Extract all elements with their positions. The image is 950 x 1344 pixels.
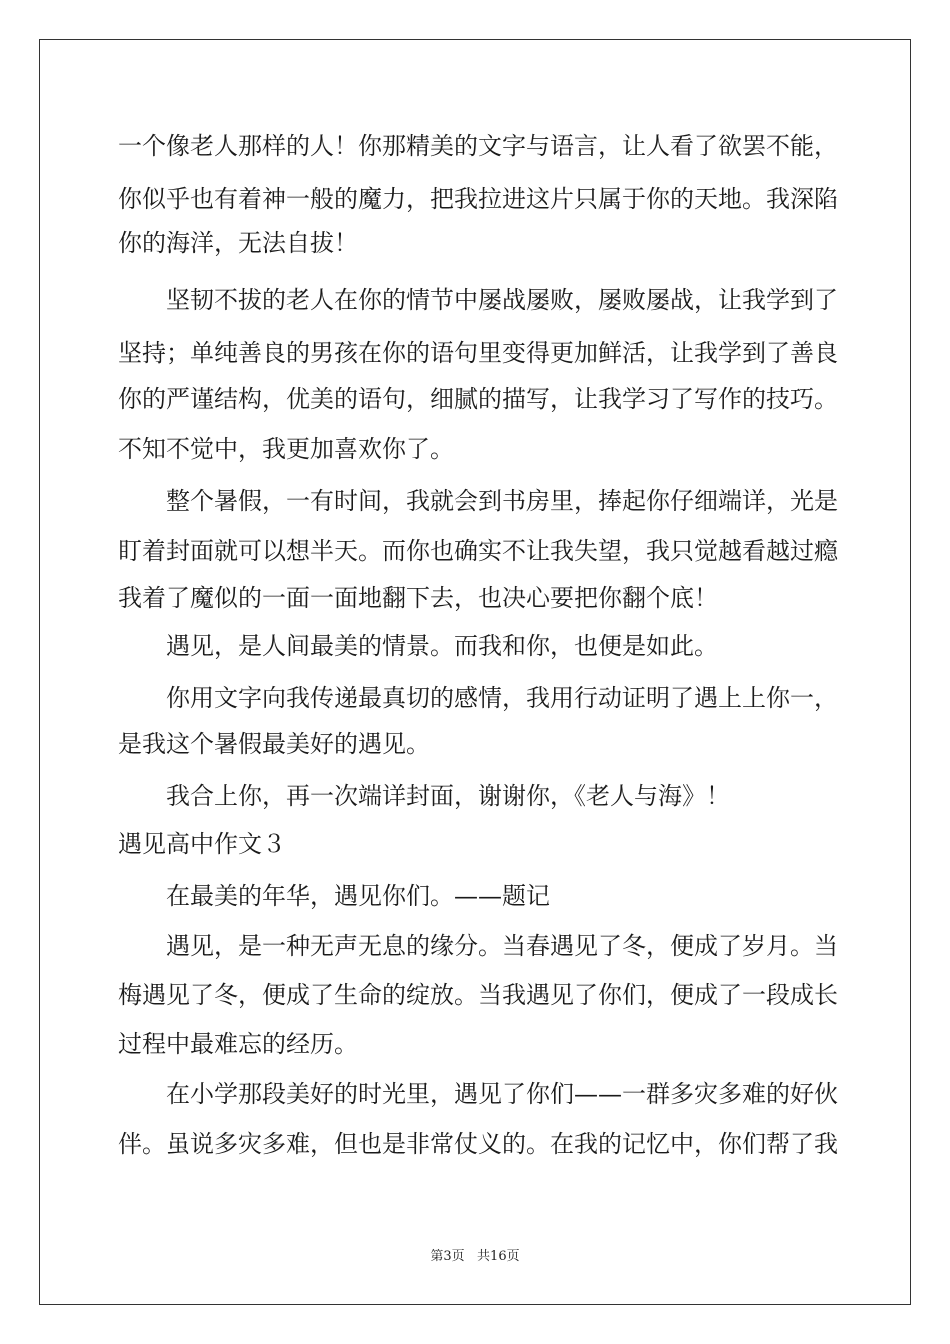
text-line: 坚韧不拔的老人在你的情节中屡战屡败，屡败屡战，让我学到了 <box>166 286 838 314</box>
text-line: 整个暑假，一有时间，我就会到书房里，捧起你仔细端详，光是 <box>166 487 838 515</box>
text-line: 是我这个暑假最美好的遇见。 <box>118 730 430 758</box>
text-line: 遇见，是一种无声无息的缘分。当春遇见了冬，便成了岁月。当 <box>166 932 838 960</box>
text-line: 你用文字向我传递最真切的感情，我用行动证明了遇上上你一， <box>166 684 838 712</box>
text-line: 我合上你，再一次端详封面，谢谢你，《老人与海》！ <box>166 782 730 810</box>
text-line: 盯着封面就可以想半天。而你也确实不让我失望，我只觉越看越过瘾 <box>118 537 838 565</box>
page-number-footer: 第3页 共16页 <box>430 1249 520 1264</box>
text-line: 坚持；单纯善良的男孩在你的语句里变得更加鲜活，让我学到了善良 <box>118 339 838 367</box>
text-line: 你似乎也有着神一般的魔力，把我拉进这片只属于你的天地。我深陷 <box>118 185 838 213</box>
text-line: 遇见，是人间最美的情景。而我和你，也便是如此。 <box>166 632 718 660</box>
text-line: 不知不觉中，我更加喜欢你了。 <box>118 435 454 463</box>
text-line: 我着了魔似的一面一面地翻下去，也决心要把你翻个底！ <box>118 584 718 612</box>
text-line: 伴。虽说多灾多难，但也是非常仗义的。在我的记忆中，你们帮了我 <box>118 1130 838 1158</box>
section-heading: 遇见高中作文３ <box>118 830 286 858</box>
text-line: 过程中最难忘的经历。 <box>118 1030 358 1058</box>
text-line: 在小学那段美好的时光里，遇见了你们——一群多灾多难的好伙 <box>166 1080 838 1108</box>
text-line: 你的海洋，无法自拔！ <box>118 229 358 257</box>
text-line: 梅遇见了冬，便成了生命的绽放。当我遇见了你们，便成了一段成长 <box>118 981 838 1009</box>
text-line: 在最美的年华，遇见你们。——题记 <box>166 882 550 910</box>
text-line: 一个像老人那样的人！你那精美的文字与语言，让人看了欲罢不能， <box>118 132 838 160</box>
text-line: 你的严谨结构，优美的语句，细腻的描写，让我学习了写作的技巧。 <box>118 385 838 413</box>
